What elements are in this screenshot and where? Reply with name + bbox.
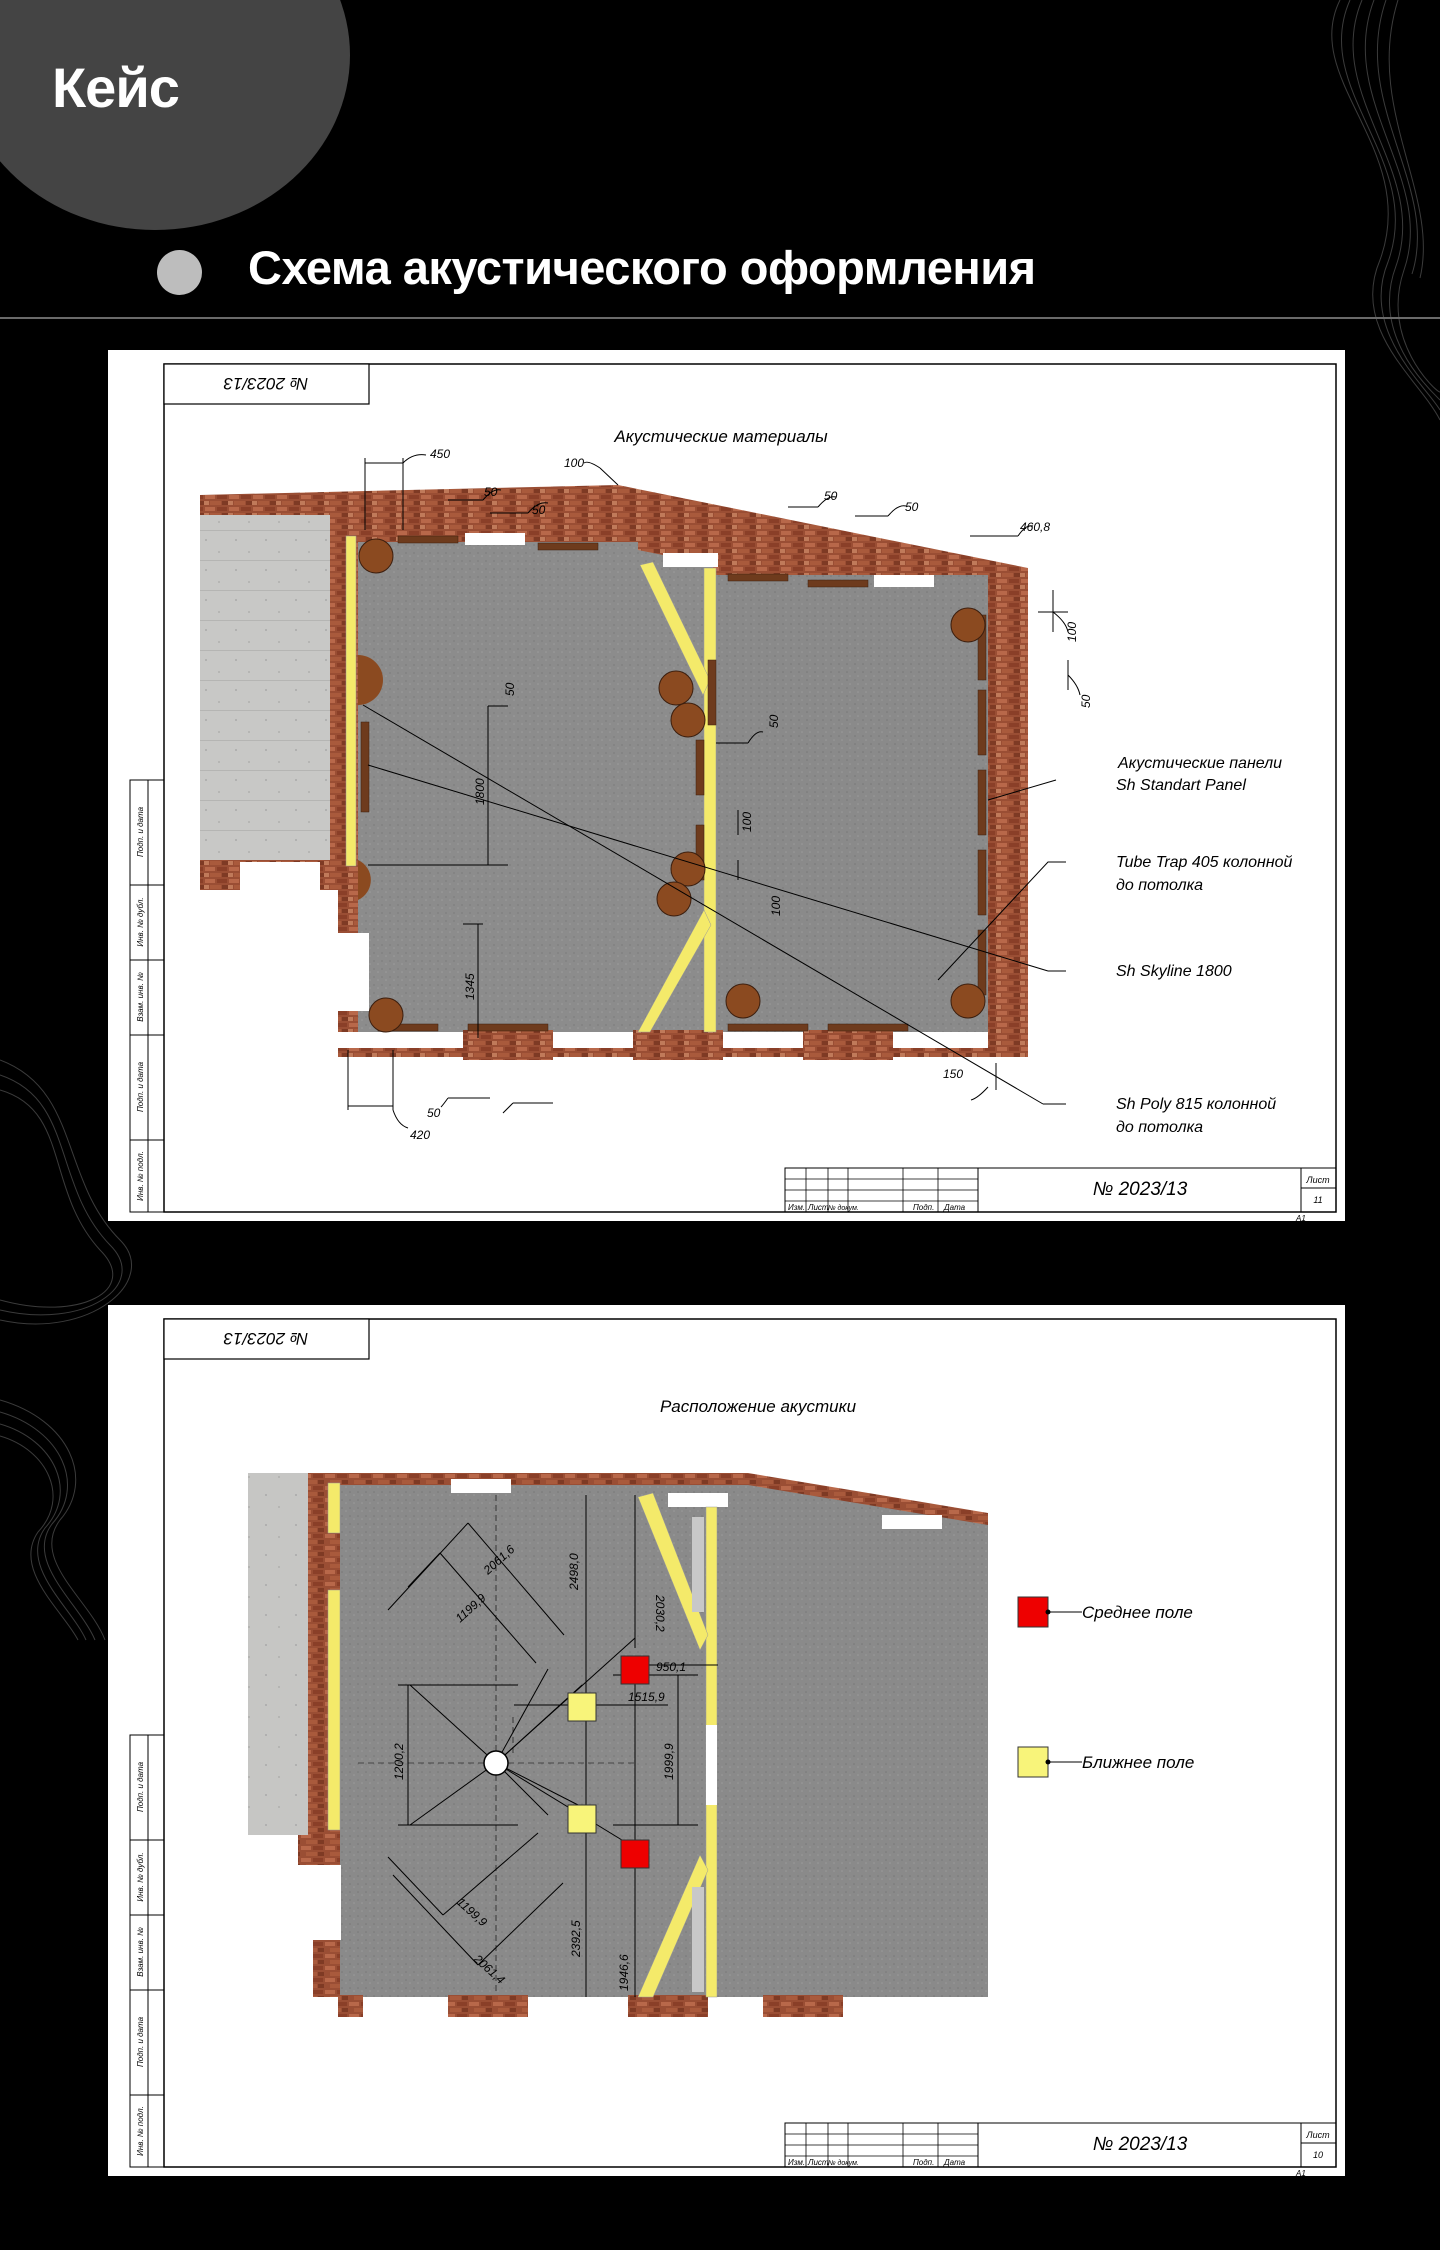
- drawing-sheet-acoustic-materials: [108, 350, 1345, 1221]
- dim-100: 100: [740, 811, 754, 832]
- dim-50: 50: [503, 682, 517, 696]
- svg-text:Дата: Дата: [944, 1203, 966, 1212]
- dim-1345: 1345: [463, 973, 477, 1000]
- floor-plan-1: [200, 485, 1028, 1060]
- svg-text:Лист: Лист: [1306, 1175, 1330, 1185]
- svg-text:Подп.: Подп.: [913, 2158, 935, 2167]
- floor-plan-2: [248, 1473, 988, 2017]
- sheet-number: 11: [1313, 1195, 1323, 1205]
- label-poly: Sh Poly 815 колонной: [1116, 1096, 1277, 1113]
- label-skyline: Sh Skyline 1800: [1116, 963, 1232, 980]
- dim-1800: 1800: [473, 778, 487, 805]
- svg-text:Подп. и дата: Подп. и дата: [136, 2016, 145, 2068]
- dim-50-mid: 50: [767, 714, 781, 728]
- legend-near-label: Ближнее поле: [1082, 1753, 1195, 1772]
- listener-position: [484, 1751, 508, 1775]
- svg-text:Лист: Лист: [808, 2158, 829, 2167]
- header-divider: [0, 317, 1440, 319]
- doc-number-stamp: № 2023/13: [223, 374, 309, 393]
- title-block-1: [785, 1168, 1336, 1221]
- dim-50: 50: [905, 500, 919, 514]
- dim-460-8: 460,8: [1020, 520, 1051, 534]
- dim-50: 50: [484, 485, 498, 499]
- legend-mid-swatch: [1018, 1597, 1048, 1627]
- drawing-sheet-speaker-layout: [108, 1305, 1345, 2176]
- section-heading: Схема акустического оформления: [248, 241, 1036, 294]
- title-block-doc-number: № 2023/13: [1092, 1179, 1188, 1200]
- dim-2392-5: 2392,5: [569, 1920, 583, 1957]
- dim-1200-2: 1200,2: [392, 1743, 406, 1780]
- drawing-title: Расположение акустики: [659, 1397, 857, 1416]
- side-stamp: [130, 780, 164, 1212]
- label-tube-trap: Tube Trap 405 колонной: [1116, 854, 1293, 871]
- legend: [1018, 1597, 1194, 1777]
- dim-50: 50: [1079, 694, 1093, 708]
- title-block-2: [785, 2123, 1336, 2176]
- dim-2498-0: 2498,0: [567, 1553, 581, 1590]
- dim-100: 100: [1065, 621, 1079, 642]
- svg-text:А1: А1: [1296, 1214, 1306, 1221]
- label-tube-trap-2: до потолка: [1116, 877, 1204, 894]
- svg-text:Инв. № дубл.: Инв. № дубл.: [136, 897, 145, 947]
- svg-text:Лист: Лист: [808, 1203, 829, 1212]
- case-title: Кейс: [52, 56, 179, 119]
- svg-text:Лист: Лист: [1306, 2130, 1330, 2140]
- label-standart-panel: Sh Standart Panel: [1116, 777, 1246, 794]
- dim-420: 420: [410, 1128, 431, 1142]
- svg-text:Инв. № подл.: Инв. № подл.: [136, 2106, 145, 2156]
- drawing-title: Акустические материалы: [614, 427, 828, 446]
- dim-50: 50: [824, 489, 838, 503]
- svg-text:Взам. инв. №: Взам. инв. №: [136, 972, 145, 1022]
- dim-1999-9: 1999,9: [662, 1743, 676, 1780]
- dim-950-1: 950,1: [656, 1660, 687, 1674]
- dim-1515-9: 1515,9: [628, 1690, 665, 1704]
- dim-1199-9: 1199,9: [453, 1894, 490, 1930]
- dim-100: 100: [769, 895, 783, 916]
- label-poly-2: до потолка: [1116, 1119, 1204, 1136]
- svg-text:А1: А1: [1296, 2169, 1306, 2176]
- legend-mid-label: Среднее поле: [1082, 1603, 1193, 1622]
- svg-text:№ докум.: № докум.: [828, 2160, 859, 2167]
- dim-50: 50: [532, 503, 546, 517]
- svg-text:Подп. и дата: Подп. и дата: [136, 1761, 145, 1813]
- dim-50: 50: [427, 1106, 441, 1120]
- dim-450: 450: [430, 447, 451, 461]
- svg-text:Взам. инв. №: Взам. инв. №: [136, 1927, 145, 1977]
- bullet-dot: [157, 250, 202, 295]
- dim-100: 100: [564, 456, 585, 470]
- svg-text:Изм.: Изм.: [788, 1203, 806, 1212]
- dim-2061-4: 2061,4: [470, 1951, 508, 1987]
- dim-1199-9: 1199,9: [452, 1590, 489, 1626]
- label-acoustic-panels: Акустические панели: [1118, 755, 1283, 772]
- svg-text:Дата: Дата: [944, 2158, 966, 2167]
- dim-150: 150: [943, 1067, 964, 1081]
- side-stamp: [130, 1735, 164, 2167]
- svg-text:Подп.: Подп.: [913, 1203, 935, 1212]
- doc-number-stamp: № 2023/13: [223, 1329, 309, 1348]
- sheet-number: 10: [1312, 2150, 1324, 2160]
- title-block-doc-number: № 2023/13: [1092, 2134, 1188, 2155]
- svg-text:№ докум.: № докум.: [828, 1205, 859, 1212]
- svg-text:Инв. № дубл.: Инв. № дубл.: [136, 1852, 145, 1902]
- dim-2061-6: 2061,6: [480, 1542, 518, 1578]
- dim-2030-2: 2030,2: [653, 1595, 667, 1632]
- svg-text:Подп. и дата: Подп. и дата: [136, 806, 145, 858]
- legend-near-swatch: [1018, 1747, 1048, 1777]
- svg-text:Инв. № подл.: Инв. № подл.: [136, 1151, 145, 1201]
- svg-text:Подп. и дата: Подп. и дата: [136, 1061, 145, 1113]
- dim-1946-6: 1946,6: [617, 1954, 631, 1991]
- svg-text:Изм.: Изм.: [788, 2158, 806, 2167]
